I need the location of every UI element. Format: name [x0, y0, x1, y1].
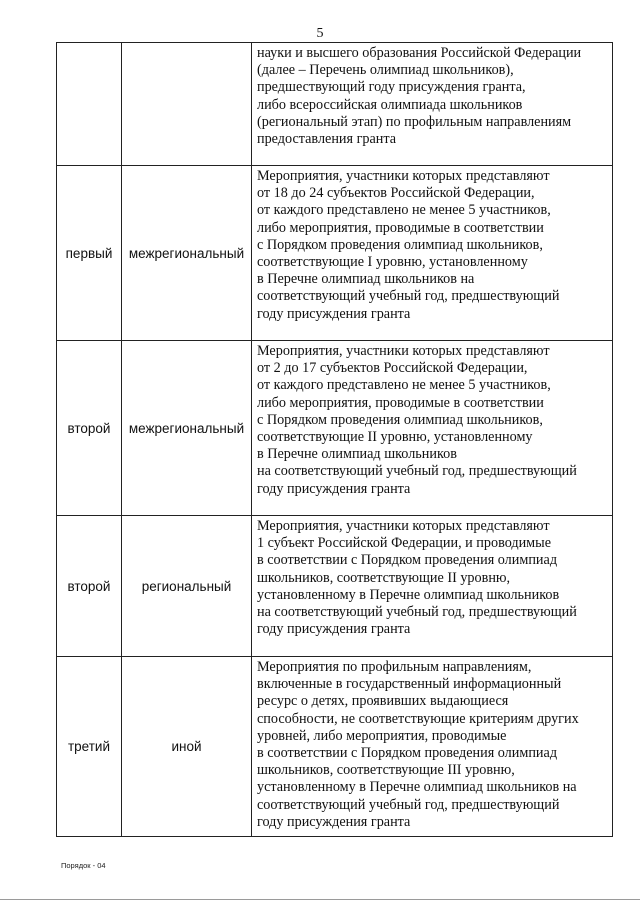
description-line: году присуждения гранта: [257, 813, 411, 830]
description-line: включенные в государственный информационный: [257, 676, 562, 693]
description-line: способности, не соответствующие критериям других: [257, 710, 579, 727]
description-cell: [252, 43, 613, 166]
description-cell: [252, 657, 613, 837]
table-row: [57, 516, 613, 657]
description-line: Мероприятия по профильным направлениям,: [257, 659, 532, 675]
description-line: установленному в Перечне олимпиад школьников: [257, 586, 560, 603]
level-cell: [57, 43, 122, 166]
description-line: соответствующий учебный год, предшествующий: [257, 288, 560, 305]
description-line: в Перечне олимпиад школьников на: [257, 271, 475, 288]
description-line: либо мероприятия, проводимые в соответствии: [257, 394, 544, 411]
type-cell: межрегиональный: [122, 341, 252, 516]
description-cell: [252, 166, 613, 341]
description-line: предоставления гранта: [257, 131, 397, 148]
description-line: году присуждения гранта: [257, 305, 411, 322]
description-line: Мероприятия, участники которых представляют: [257, 518, 550, 534]
type-cell: иной: [122, 657, 252, 837]
table-row: [57, 657, 613, 837]
description-line: году присуждения гранта: [257, 621, 411, 638]
level-cell: первый: [57, 166, 122, 341]
description-line: на соответствующий учебный год, предшествующий: [257, 604, 577, 621]
description-line: соответствующий учебный год, предшествующий: [257, 796, 560, 813]
description-line: году присуждения гранта: [257, 480, 411, 497]
table-row: [57, 43, 613, 166]
criteria-table: [56, 42, 613, 837]
description-line: 1 субъект Российской Федерации, и проводимые: [257, 535, 551, 552]
description-line: (региональный этап) по профильным направлениям: [257, 113, 572, 130]
description-line: от каждого представлено не менее 5 участников,: [257, 377, 551, 394]
description-line: науки и высшего образования Российской Федерации: [257, 45, 582, 61]
table-row: [57, 341, 613, 516]
description-line: либо всероссийская олимпиада школьников: [257, 96, 523, 113]
table-row: [57, 166, 613, 341]
description-line: Мероприятия, участники которых представляют: [257, 168, 550, 184]
description-line: от 2 до 17 субъектов Российской Федерации,: [257, 360, 528, 377]
bottom-divider: [0, 899, 640, 900]
description-line: (далее – Перечень олимпиад школьников),: [257, 62, 514, 79]
type-cell: межрегиональный: [122, 166, 252, 341]
description-line: от 18 до 24 субъектов Российской Федерации,: [257, 185, 535, 202]
description-line: в соответствии с Порядком проведения олимпиад: [257, 552, 558, 569]
description-line: уровней, либо мероприятия, проводимые: [257, 727, 507, 744]
description-line: Мероприятия, участники которых представляют: [257, 343, 550, 359]
description-line: установленному в Перечне олимпиад школьников на: [257, 779, 577, 796]
level-cell: третий: [57, 657, 122, 837]
type-cell: [122, 43, 252, 166]
description-line: с Порядком проведения олимпиад школьников,: [257, 236, 543, 253]
description-line: с Порядком проведения олимпиад школьников,: [257, 411, 543, 428]
description-line: школьников, соответствующие II уровню,: [257, 569, 511, 586]
description-line: соответствующие II уровню, установленному: [257, 429, 533, 446]
level-cell: второй: [57, 516, 122, 657]
footer-document-code: Порядок - 04: [61, 861, 106, 870]
description-line: либо мероприятия, проводимые в соответствии: [257, 219, 544, 236]
description-line: предшествующий году присуждения гранта,: [257, 79, 526, 96]
description-line: школьников, соответствующие III уровню,: [257, 762, 515, 779]
type-cell: региональный: [122, 516, 252, 657]
description-line: на соответствующий учебный год, предшествующий: [257, 463, 577, 480]
description-line: от каждого представлено не менее 5 участников,: [257, 202, 551, 219]
description-cell: [252, 341, 613, 516]
description-line: в Перечне олимпиад школьников: [257, 446, 457, 463]
description-line: соответствующие I уровню, установленному: [257, 254, 528, 271]
description-cell: [252, 516, 613, 657]
description-line: ресурс о детях, проявивших выдающиеся: [257, 693, 509, 710]
level-cell: второй: [57, 341, 122, 516]
page-number: 5: [316, 26, 324, 41]
description-line: в соответствии с Порядком проведения олимпиад: [257, 745, 558, 762]
